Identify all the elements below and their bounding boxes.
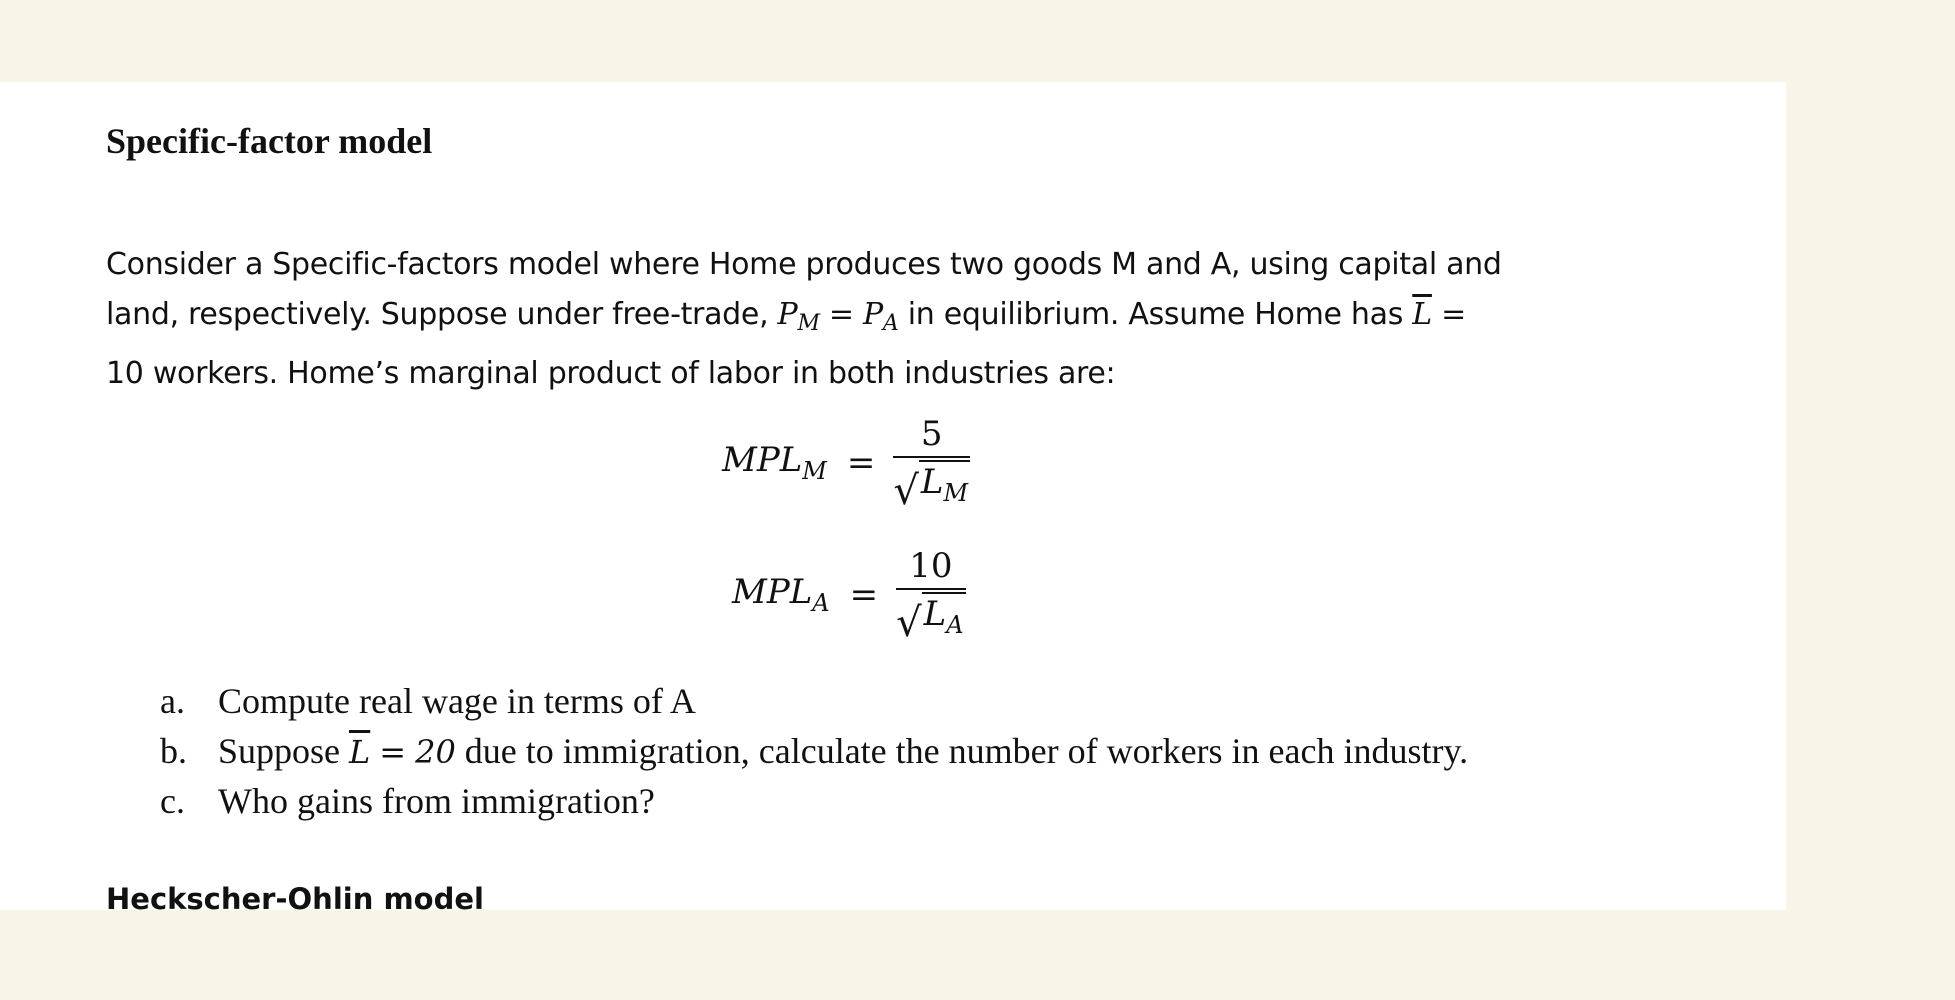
equation-lhs: $MPL_M$ bbox=[722, 440, 827, 485]
question-text: Who gains from immigration? bbox=[218, 781, 655, 821]
question-list bbox=[160, 676, 1468, 826]
para-line-2-pre: land, respectively. Suppose under free-trade, bbox=[106, 297, 778, 332]
question-text: Suppose $\overline{L} = 20$ due to immigration, calculate the number of workers in each industry. bbox=[218, 731, 1469, 771]
question-text: Compute real wage in terms of A bbox=[218, 681, 696, 721]
price-a: $P_A$ bbox=[863, 297, 899, 336]
list-marker: a. bbox=[160, 681, 185, 721]
labor-total-symbol: $\overline{L}$ bbox=[1412, 297, 1432, 332]
fraction-denominator: √ $L_A$ bbox=[896, 594, 964, 646]
para-line-3-rest: workers. Home’s marginal product of labor in both industries are: bbox=[143, 356, 1116, 391]
sqrt-icon: √ bbox=[896, 600, 922, 646]
equation-mpl-m bbox=[722, 412, 970, 513]
para-line-1: Consider a Specific-factors model where Home produces two goods M and A, using capital and bbox=[106, 247, 1502, 282]
labor-equals: = bbox=[1441, 297, 1466, 332]
equation-equals: = bbox=[846, 442, 876, 483]
equation-mpl-a bbox=[732, 544, 966, 645]
question-b bbox=[160, 726, 1468, 776]
sqrt-icon: √ bbox=[893, 468, 919, 514]
para-line-2-mid: in equilibrium. Assume Home has bbox=[898, 297, 1413, 332]
price-m: $P_M$ bbox=[777, 297, 820, 336]
labor-total-symbol: $\overline{L}$ bbox=[349, 733, 371, 771]
equation-lhs: $MPL_A$ bbox=[732, 572, 830, 617]
question-a bbox=[160, 676, 1468, 726]
section-heading-specific-factor: Specific-factor model bbox=[106, 121, 433, 161]
equation-fraction bbox=[893, 412, 970, 513]
equation-equals: = bbox=[849, 574, 879, 615]
question-c bbox=[160, 776, 1468, 826]
price-equals: = bbox=[828, 297, 854, 332]
fraction-numerator: 5 bbox=[920, 414, 943, 454]
problem-paragraph bbox=[106, 240, 1566, 399]
list-marker: b. bbox=[160, 731, 187, 771]
fraction-numerator: 10 bbox=[909, 546, 953, 586]
labor-total-value: 10 bbox=[106, 356, 144, 391]
section-heading-heckscher-ohlin: Heckscher-Ohlin model bbox=[106, 882, 484, 910]
list-marker: c. bbox=[160, 781, 185, 821]
fraction-denominator: √ $L_M$ bbox=[893, 462, 969, 514]
equation-fraction bbox=[896, 544, 965, 645]
document-page bbox=[0, 82, 1786, 910]
